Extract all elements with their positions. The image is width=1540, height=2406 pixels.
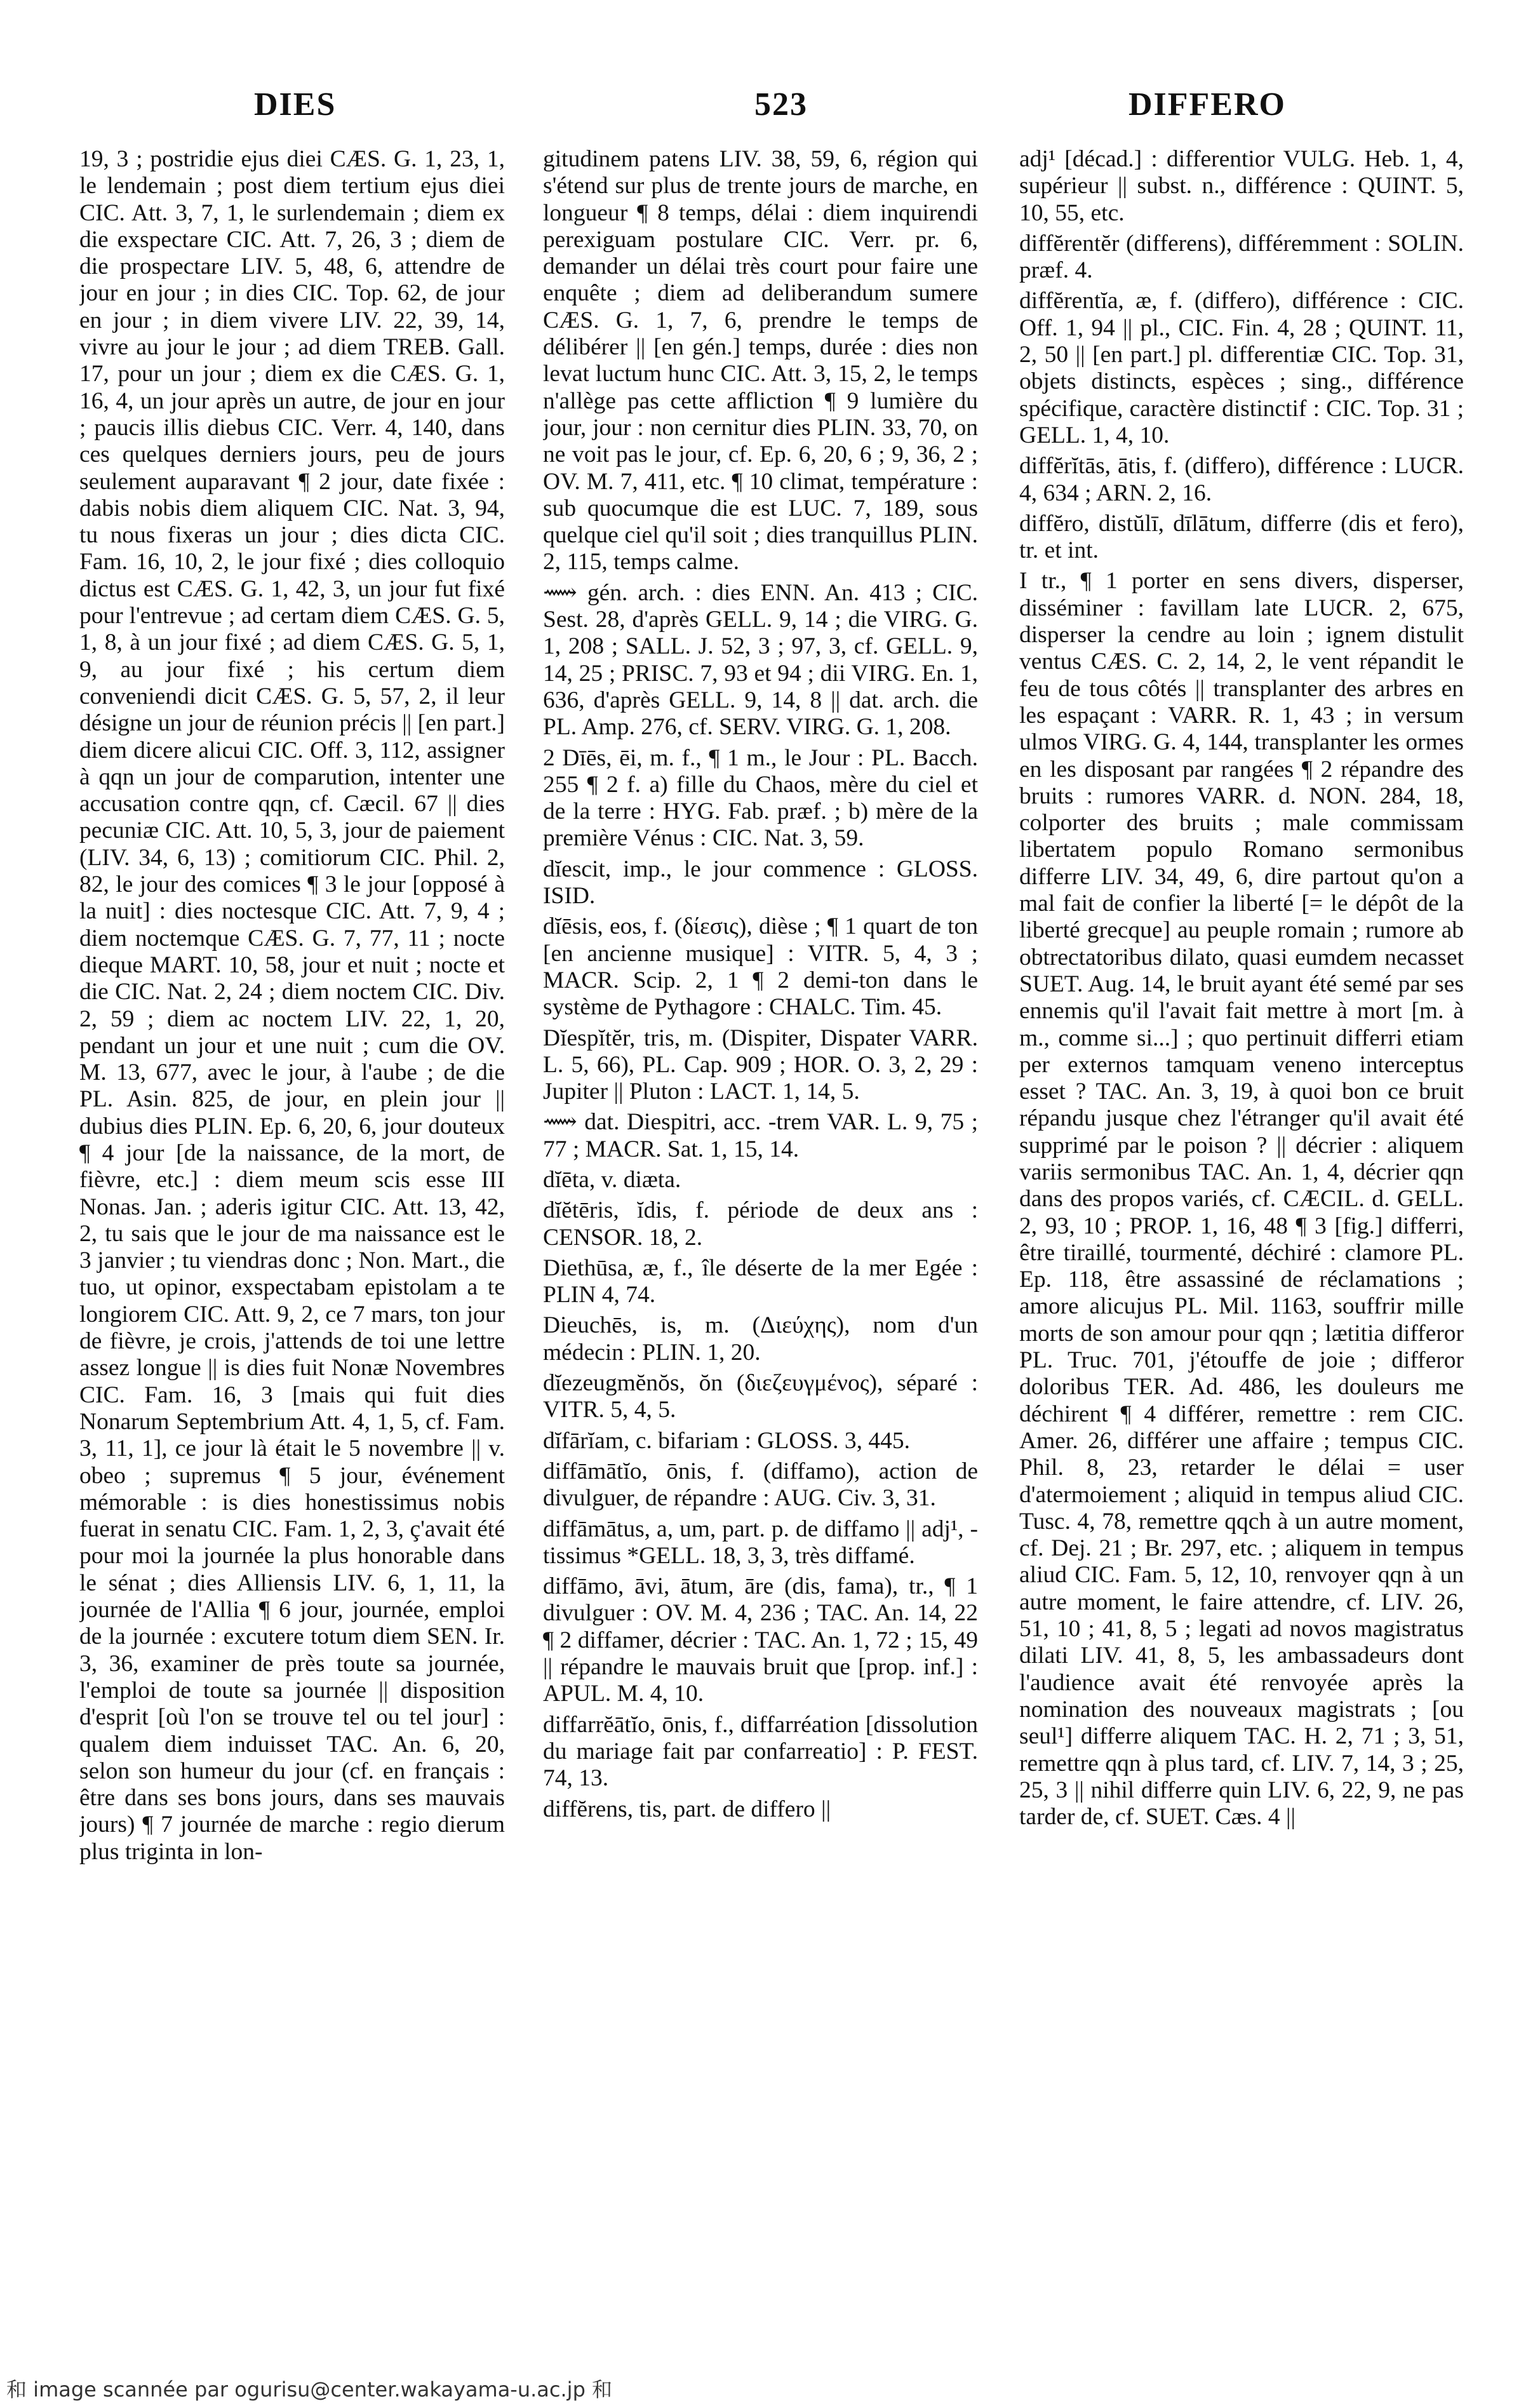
scan-credit-footer: 和 image scannée par ogurisu@center.wakayama-u.ac.jp 和 (6, 2377, 613, 2402)
column-2 (543, 146, 978, 2318)
dictionary-note: ⟿ gén. arch. : dies ENN. An. 413 ; CIC. Sest. 28, d'après GELL. 9, 14 ; die VIRG. G. 1, 208 ; SALL. J. 52, 3 ; 97, 3, cf. GELL. 9, 14, 25 ; PRISC. 7, 93 et 94 ; dii VIRG. En. 1, 636, d'après GELL. 9, 14, 8 || dat. arch. die PL. Amp. 276, cf. SERV. VIRG. G. 1, 208. (543, 579, 978, 741)
dictionary-text: 19, 3 ; postridie ejus diei CÆS. G. 1, 23, 1, le lendemain ; post diem tertium ejus diei CIC. Att. 3, 7, 1, le surlendemain ; diem ex die exspectare CIC. Att. 7, 26, 3 ; diem de die prospectare LIV. 5, 48, 6, attendre de jour en jour ; in dies CIC. Top. 62, de jour en jour ; in diem vivere LIV. 22, 39, 14, vivre au jour le jour ; ad diem TREB. Gall. 17, pour un jour ; diem ex die CÆS. G. 1, 16, 4, un jour après un autre, de jour en jour ; paucis illis diebus CIC. Verr. 4, 140, dans ces quelques derniers jours, peu de jours seulement auparavant ¶ 2 jour, date fixée : dabis nobis diem aliquem CIC. Nat. 3, 94, tu nous fixeras un jour ; dies dicta CIC. Fam. 16, 10, 2, le jour fixé ; dies colloquio dictus est CÆS. G. 1, 42, 3, un jour fut fixé pour l'entrevue ; ad certam diem CÆS. G. 5, 1, 8, à un jour fixé ; ad diem CÆS. G. 5, 1, 9, au jour fixé ; his certum diem conveniendi dicit CÆS. G. 5, 57, 2, il leur désigne un jour de réunion précis || [en part.] diem dicere alicui CIC. Off. 3, 112, assigner à qqn un jour de comparution, intenter une accusation contre qqn, cf. Cæcil. 67 || dies pecuniæ CIC. Att. 10, 5, 3, jour de paiement (LIV. 34, 6, 13) ; comitiorum CIC. Phil. 2, 82, le jour des comices ¶ 3 le jour [opposé à la nuit] : dies noctesque CIC. Att. 7, 9, 4 ; diem noctemque CÆS. G. 7, 77, 11 ; nocte dieque MART. 10, 58, jour et nuit ; nocte et die CIC. Nat. 2, 24 ; diem noctem CIC. Div. 2, 59 ; diem ac noctem LIV. 22, 1, 20, pendant un jour et une nuit ; cum die OV. M. 13, 677, avec le jour, à l'aube ; de die PL. Asin. 825, de jour, en plein jour || dubius dies PLIN. Ep. 6, 20, 6, jour douteux ¶ 4 jour [de la naissance, de la mort, de fièvre, etc.] : diem meum scis esse III Nonas. Jan. ; aderis igitur CIC. Att. 13, 42, 2, tu sais que le jour de ma naissance est le 3 janvier ; tu viendras donc ; Non. Mart., die tuo, ut opinor, exspectabam epistolam a te longiorem CIC. Att. 9, 2, ce 7 mars, ton jour de fièvre, je crois, j'attends de toi une lettre assez longue || is dies fuit Nonæ Novembres CIC. Fam. 16, 3 [mais qui fuit dies Nonarum Septembrium Att. 4, 1, 5, cf. Fam. 3, 11, 1], ce jour là était le 5 novembre || v. obeo ; supremus ¶ 5 jour, événement mémorable : is dies honestissimus nobis fuerat in senatu CIC. Fam. 1, 2, 3, ç'avait été pour moi la journée la plus honorable dans le sénat ; dies Alliensis LIV. 6, 1, 11, la journée de l'Allia ¶ 6 jour, journée, emploi de la journée : excutere totum diem SEN. Ir. 3, 36, examiner de près toute sa journée, l'emploi de toute sa journée || disposition d'esprit [où l'on se trouve tel ou tel jour] : qualem diem induisset TAC. An. 6, 20, selon son humeur du jour (cf. en français : être dans ses bons jours, dans ses mauvais jours) ¶ 7 journée de marche : regio dierum plus triginta in lon- (79, 146, 505, 1865)
dictionary-entry: dĭĕtēris, ĭdis, f. période de deux ans : CENSOR. 18, 2. (543, 1197, 978, 1251)
dictionary-entry: dĭescit, imp., le jour commence : GLOSS. ISID. (543, 856, 978, 910)
column-1 (79, 146, 505, 2318)
dictionary-entry: dĭezeugmĕnŏs, ŏn (διεζευγμένος), séparé : VITR. 5, 4, 5. (543, 1370, 978, 1423)
column-3 (1019, 146, 1464, 2318)
dictionary-section: I tr., ¶ 1 porter en sens divers, disperser, disséminer : favillam late LUCR. 2, 675, disperser la cendre au loin ; ignem distulit ventus CÆS. C. 2, 14, 2, le vent répandit le feu de tous côtés || transplanter des arbres en les espaçant : VARR. R. 1, 43 ; in versum ulmos VIRG. G. 4, 144, transplanter les ormes en les disposant par rangées ¶ 2 répandre des bruits : rumores VARR. d. NON. 284, 18, colporter des bruits ; male commissam libertatem populo Romano sermonibus differre LIV. 34, 49, 6, dire partout qu'on a mal fait de confier la liberté [= le dépôt de la liberté grecque] au peuple romain ; rumore ab obtrectatoribus dilato, quasi eumdem necasset SUET. Aug. 14, le bruit ayant été semé par ses ennemis qu'il l'avait fait mettre à mort [m. à m., comme si...] ; quo pertinuit differri etiam per externos tamquam veneno interceptus esset ? TAC. An. 3, 19, à quoi bon ce bruit répandu jusque chez l'étranger qu'il avait été supprimé par le poison ? || décrier : aliquem variis sermonibus TAC. An. 1, 4, décrier qqn dans des propos variés, cf. CÆCIL. d. GELL. 2, 93, 10 ; PROP. 1, 16, 48 ¶ 3 [fig.] differri, être tiraillé, tourmenté, déchiré : clamore PL. Ep. 118, être assassiné de réclamations ; amore alicujus PL. Mil. 1163, souffrir mille morts de son amour pour qqn ; lætitia differor PL. Truc. 701, j'étouffe de joie ; differor doloribus TER. Ad. 486, les douleurs me déchirent ¶ 4 différer, remettre : rem CIC. Amer. 26, différer une affaire ; tempus CIC. Phil. 8, 23, retarder le délai = user d'atermoiement ; aliquid in tempus aliud CIC. Tusc. 4, 78, remettre qqch à un autre moment, cf. Dej. 21 ; Br. 297, etc. ; aliquem in tempus aliud CIC. Fam. 5, 12, 10, renvoyer qqn à un autre moment, le faire attendre, cf. LIV. 26, 51, 10 ; 41, 8, 5 ; legati ad novos magistratus dilati LIV. 41, 8, 5, les ambassadeurs dont l'audience avait été renvoyée après la nomination des nouveaux magistrats ; [ou seul¹] differre aliquem TAC. H. 2, 71 ; 3, 51, remettre qqn à plus tard, cf. LIV. 7, 14, 3 ; 25, 25, 3 || nihil differre quin LIV. 6, 22, 9, ne pas tarder de, cf. SUET. Cæs. 4 || (1019, 568, 1464, 1831)
dictionary-entry: diffĕrentĭa, æ, f. (differo), différence : CIC. Off. 1, 94 || pl., CIC. Fin. 4, 28 ; QUINT. 11, 2, 50 || [en part.] pl. differentiæ CIC. Top. 31, objets distincts, espèces ; sing., différence spécifique, caractère distinctif : CIC. Top. 31 ; GELL. 1, 4, 10. (1019, 288, 1464, 448)
dictionary-entry: Dieuchēs, is, m. (Διεύχης), nom d'un médecin : PLIN. 1, 20. (543, 1312, 978, 1366)
dictionary-entry: diffāmātĭo, ōnis, f. (diffamo), action de divulguer, de répandre : AUG. Civ. 3, 31. (543, 1458, 978, 1512)
dictionary-entry: dĭēsis, eos, f. (δίεσις), dièse ; ¶ 1 quart de ton [en ancienne musique] : VITR. 5, 4, 3 ; MACR. Scip. 2, 1 ¶ 2 demi-ton dans le système de Pythagore : CHALC. Tim. 45. (543, 913, 978, 1021)
dictionary-note: ⟿ dat. Diespitri, acc. -trem VAR. L. 9, 75 ; 77 ; MACR. Sat. 1, 15, 14. (543, 1109, 978, 1162)
left-running-headword: DIES (254, 86, 337, 123)
dictionary-text: gitudinem patens LIV. 38, 59, 6, région qui s'étend sur plus de trente jours de marche, en longueur ¶ 8 temps, délai : diem inquirendi perexiguam postulare CIC. Verr. pr. 6, demander un délai très court pour faire une enquête ; diem ad deliberandum sumere CÆS. G. 1, 7, 6, prendre le temps de délibérer || [en gén.] temps, durée : dies non levat luctum hunc CIC. Att. 3, 15, 2, le temps n'allège pas cette affliction ¶ 9 lumière du jour, jour : non cernitur dies PLIN. 33, 70, on ne voit pas le jour, cf. Ep. 6, 20, 6 ; 9, 36, 2 ; OV. M. 7, 411, etc. ¶ 10 climat, température : sub quocumque die est LUC. 7, 189, sous quelque ciel qu'il soit ; dies tranquillus PLIN. 2, 115, temps calme. (543, 146, 978, 575)
dictionary-entry: diffāmo, āvi, ātum, āre (dis, fama), tr., ¶ 1 divulguer : OV. M. 4, 236 ; TAC. An. 14, 22 ¶ 2 diffamer, décrier : TAC. An. 1, 72 ; 15, 49 || répandre le mauvais bruit que [prop. inf.] : APUL. M. 4, 10. (543, 1573, 978, 1707)
dictionary-entry: diffĕro, distŭlī, dīlātum, differre (dis et fero), tr. et int. (1019, 510, 1464, 564)
right-running-headword: DIFFERO (1128, 86, 1286, 123)
dictionary-entry: diffarrĕātĭo, ōnis, f., diffarréation [dissolution du mariage fait par confarreatio] : P. FEST. 74, 13. (543, 1711, 978, 1792)
dictionary-text: adj¹ [décad.] : differentior VULG. Heb. 1, 4, supérieur || subst. n., différence : QUINT. 5, 10, 55, etc. (1019, 146, 1464, 226)
dictionary-entry: diffĕrĭtās, ātis, f. (differo), différence : LUCR. 4, 634 ; ARN. 2, 16. (1019, 453, 1464, 506)
dictionary-entry: 2 Dīēs, ēi, m. f., ¶ 1 m., le Jour : PL. Bacch. 255 ¶ 2 f. a) fille du Chaos, mère du ciel et de la terre : HYG. Fab. præf. ; b) mère de la première Vénus : CIC. Nat. 3, 59. (543, 744, 978, 852)
dictionary-entry: dĭfārĭam, c. bifariam : GLOSS. 3, 445. (543, 1427, 911, 1454)
dictionary-entry: diffĕrentĕr (differens), différemment : SOLIN. præf. 4. (1019, 230, 1464, 284)
dictionary-entry: dĭēta, v. diæta. (543, 1166, 681, 1193)
page-number: 523 (754, 86, 808, 123)
dictionary-entry: diffāmātus, a, um, part. p. de diffamo || adj¹, -tissimus *GELL. 18, 3, 3, très diffamé. (543, 1516, 978, 1569)
dictionary-entry: diffĕrens, tis, part. de differo || (543, 1796, 831, 1822)
dictionary-entry: Diethūsa, æ, f., île déserte de la mer Egée : PLIN 4, 74. (543, 1254, 978, 1308)
dictionary-entry: Dĭespĭtĕr, tris, m. (Dispiter, Dispater VARR. L. 5, 66), PL. Cap. 909 ; HOR. O. 3, 2, 29 : Jupiter || Pluton : LACT. 1, 14, 5. (543, 1025, 978, 1105)
page-header (0, 0, 1540, 146)
